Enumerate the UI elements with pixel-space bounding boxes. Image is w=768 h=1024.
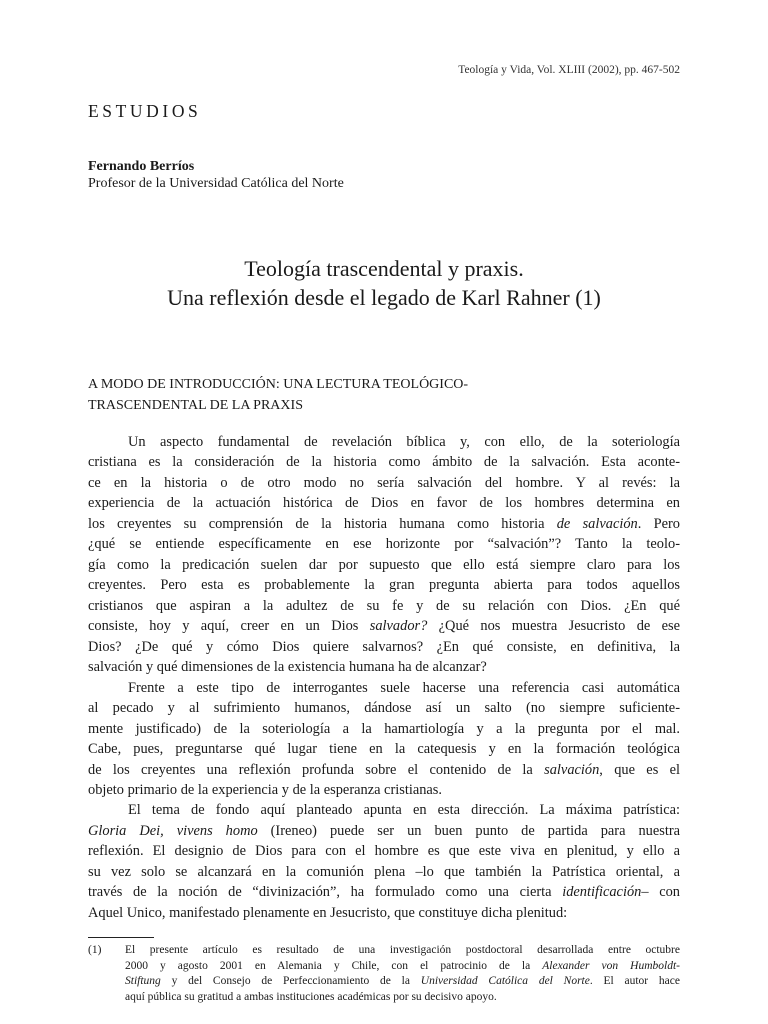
article-title: [88, 254, 680, 312]
author-affiliation: Profesor de la Universidad Católica del Norte: [88, 176, 344, 191]
paragraph: [88, 678, 680, 801]
text-run: consiste, hoy y aquí, creer en un Dios: [88, 618, 370, 635]
section-heading: [88, 374, 680, 416]
text-run: creyentes. Pero esta es probablemente la gran pregunta abierta para todos aquellos: [88, 577, 680, 594]
text-line: [125, 974, 680, 990]
journal-citation: Teología y Vida, Vol. XLIII (2002), pp. 467-502: [458, 64, 680, 76]
text-run: cristianos que aspiran a la adultez de su fe y de su relación con Dios. ¿En qué: [88, 597, 680, 614]
text-run: al pecado y al sufrimiento humanos, dándose así un salto (no siempre suficiente-: [88, 700, 680, 717]
text-line: [88, 862, 680, 882]
text-line: [88, 821, 680, 841]
italic-text: salvador?: [369, 618, 428, 635]
text-line: [88, 841, 680, 861]
text-run: los creyentes su comprensión de la historia humana como historia: [88, 515, 557, 532]
text-line: [88, 514, 680, 534]
text-line: [88, 555, 680, 575]
text-run: través de la noción de “divinización”, ha formulado como una cierta: [88, 884, 563, 901]
article-title-line: Teología trascendental y praxis.: [244, 256, 524, 281]
text-line: [88, 473, 680, 493]
text-line: [88, 780, 680, 800]
italic-text: salvación: [544, 761, 600, 778]
text-line: [88, 760, 680, 780]
text-run: . Pero: [637, 515, 680, 532]
text-run: 2000 y agosto 2001 en Alemania y Chile, con el patrocinio de la: [125, 959, 543, 972]
section-label: ESTUDIOS: [88, 101, 202, 121]
text-line: [88, 452, 680, 472]
text-line: [88, 800, 680, 820]
text-line: [88, 698, 680, 718]
text-line: [88, 493, 680, 513]
text-run: aquí pública su gratitud a ambas instituciones académicas por su decisivo apoyo.: [125, 990, 497, 1003]
text-line: [88, 534, 680, 554]
text-line: [88, 719, 680, 739]
text-run: (Ireneo) puede ser un buen punto de partida para nuestra: [257, 822, 680, 839]
text-line: [88, 432, 680, 452]
text-line: [88, 616, 680, 636]
text-run: ¿Qué nos muestra Jesucristo de ese: [427, 618, 680, 635]
text-run: Aquel Unico, manifestado plenamente en Jesucristo, que constituye dicha plenitud:: [88, 904, 568, 921]
italic-text: Gloria Dei, vivens homo: [88, 822, 258, 839]
footnote-marker: (1): [88, 944, 102, 956]
text-line: [88, 657, 680, 677]
italic-text: Universidad Católica del Norte: [420, 975, 590, 988]
text-run: Un aspecto fundamental de revelación bíblica y, con ello, de la soteriología: [128, 434, 680, 450]
text-run: de los creyentes una reflexión profunda sobre el contenido de la: [88, 761, 545, 778]
text-run: experiencia de la actuación histórica de Dios en favor de los hombres determina en: [88, 495, 680, 512]
text-run: reflexión. El designio de Dios para con el hombre es que este viva en plenitud, y ello a: [88, 843, 680, 860]
text-run: gía como la predicación suelen dar por supuesto que ello está siempre claro para los: [88, 556, 680, 573]
text-line: [125, 943, 680, 959]
text-run: y del Consejo de Perfeccionamiento de la: [160, 975, 421, 988]
text-run: ¿qué se entiende específicamente en ese horizonte por “salvación”? Tanto la teolo-: [88, 536, 680, 553]
italic-text: de salvación: [556, 515, 638, 532]
text-run: – con: [641, 884, 680, 901]
paragraph: [88, 800, 680, 923]
text-run: salvación y qué dimensiones de la existencia humana ha de alcanzar?: [88, 659, 487, 676]
text-run: mente justificado) de la soteriología a la hamartiología y a la pregunta por el mal.: [88, 720, 680, 737]
paragraph: [88, 432, 680, 678]
text-line: [88, 739, 680, 759]
italic-text: identificación: [562, 884, 642, 901]
text-line: [125, 959, 680, 975]
text-line: [88, 882, 680, 902]
text-run: su vez solo se alcanzará en la comunión plena –lo que también la Patrística oriental, a: [88, 863, 680, 880]
article-subtitle-line: Una reflexión desde el legado de Karl Rahner (1): [167, 285, 601, 310]
section-heading-line: A MODO DE INTRODUCCIÓN: UNA LECTURA TEOLÓGICO-: [88, 377, 469, 392]
section-heading-line: TRASCENDENTAL DE LA PRAXIS: [88, 398, 303, 413]
text-run: ce en la historia o de otro modo no sería salvación del hombre. Y al revés: la: [88, 474, 680, 491]
text-run: objeto primario de la experiencia y de la esperanza cristianas.: [88, 781, 443, 798]
text-run: , que es el: [599, 761, 680, 778]
text-run: Cabe, pues, preguntarse qué lugar tiene en la catequesis y en la formación teológica: [88, 741, 680, 758]
footnote-text: [125, 943, 680, 1005]
text-line: [88, 575, 680, 595]
text-line: [88, 596, 680, 616]
text-line: [88, 637, 680, 657]
text-line: [88, 678, 680, 698]
text-run: cristiana es la consideración de la historia como ámbito de la salvación. Esta aconte-: [88, 454, 680, 471]
text-run: El tema de fondo aquí planteado apunta en esta dirección. La máxima patrística:: [128, 802, 680, 819]
text-run: . El autor hace: [589, 975, 680, 988]
body-text: [88, 432, 680, 923]
text-run: Dios? ¿De qué y cómo Dios quiere salvarnos? ¿En qué consiste, en definitiva, la: [88, 638, 680, 655]
footnote-divider: [88, 937, 154, 938]
text-run: El presente artículo es resultado de una investigación postdoctoral desarrollada entre octubre: [125, 944, 680, 956]
italic-text: Stiftung: [125, 975, 161, 988]
italic-text: Alexander von Humboldt-: [542, 959, 680, 972]
author-name: Fernando Berríos: [88, 159, 195, 174]
text-run: Frente a este tipo de interrogantes suele hacerse una referencia casi automática: [128, 679, 680, 696]
text-line: [125, 990, 680, 1006]
text-line: [88, 903, 680, 923]
